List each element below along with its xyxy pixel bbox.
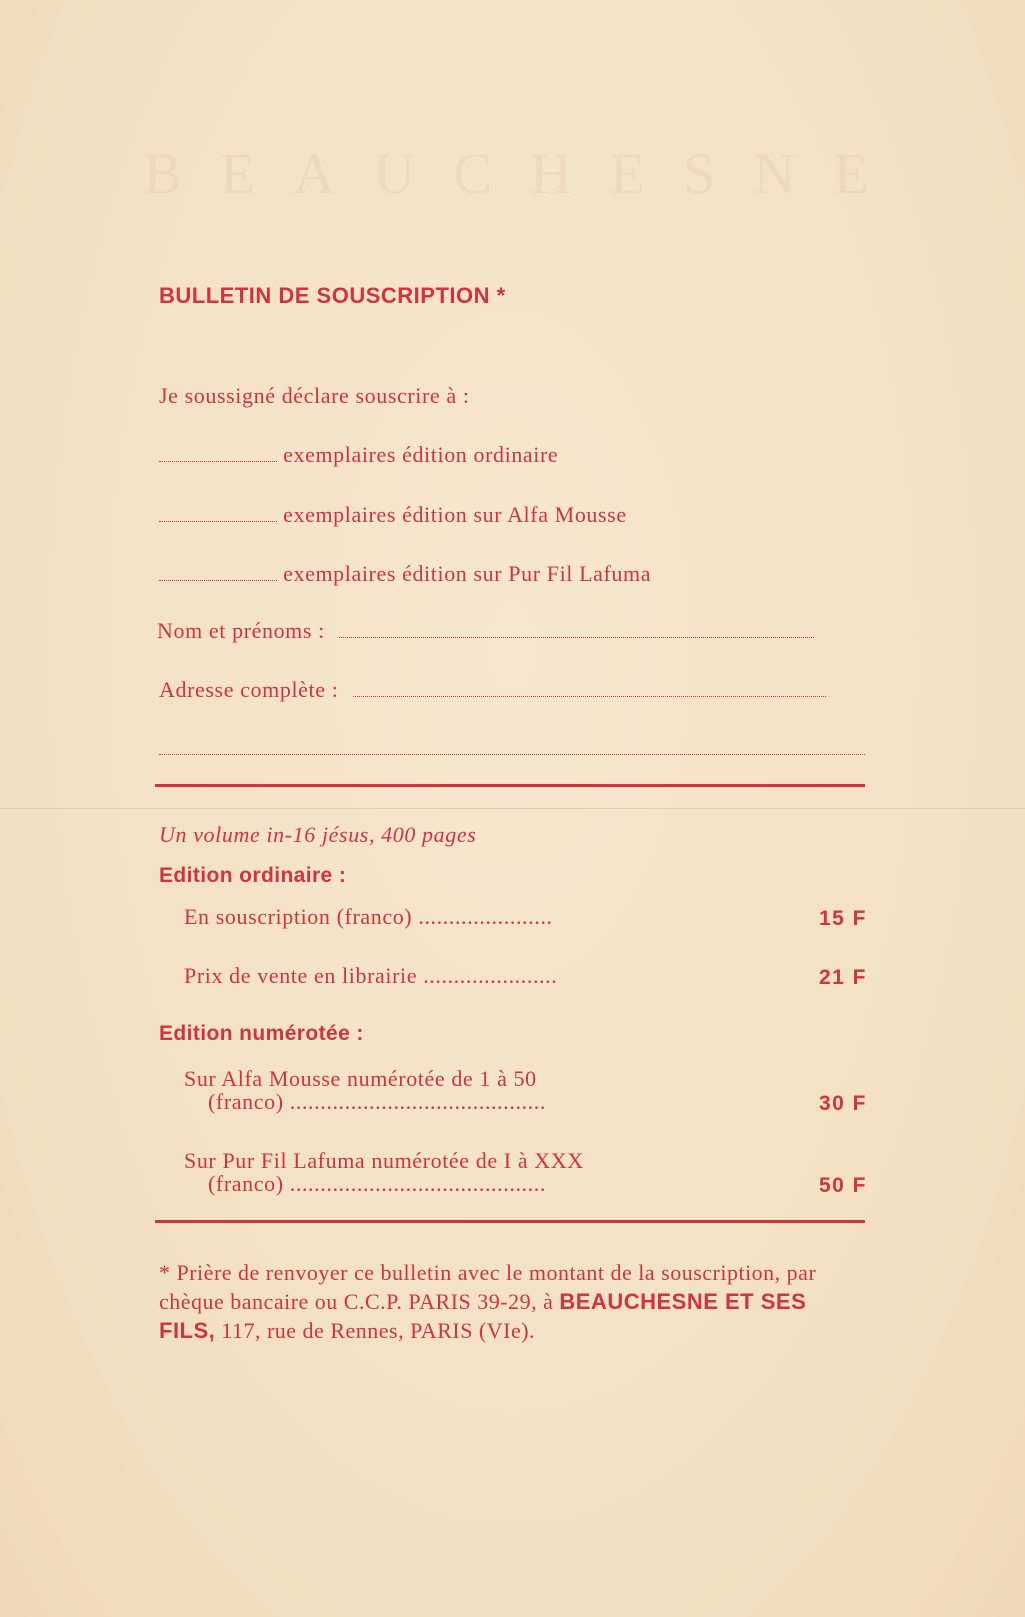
order-line-label: exemplaires édition sur Alfa Mousse — [283, 502, 627, 527]
order-blank[interactable] — [159, 443, 277, 462]
declaration-text: Je soussigné déclare souscrire à : — [159, 383, 470, 408]
price-row-alfa-line1: Sur Alfa Mousse numérotée de 1 à 50 — [184, 1066, 537, 1091]
dot-leader: .......................................... — [289, 1171, 546, 1196]
address-field — [159, 677, 826, 703]
numbered-edition-heading: Edition numérotée : — [159, 1022, 364, 1045]
price-row-subscription — [184, 904, 553, 930]
price-value: 21 F — [818, 966, 867, 989]
name-field-label: Nom et prénoms : — [157, 618, 325, 643]
price-row-alfa-line2 — [208, 1089, 546, 1115]
dot-leader: ...................... — [418, 904, 553, 929]
order-line-label: exemplaires édition ordinaire — [283, 442, 559, 467]
dot-leader: .......................................... — [289, 1089, 546, 1114]
address-input-line[interactable] — [353, 678, 826, 697]
publisher-name: BEAUCHESNE ET SES FILS, — [159, 1289, 807, 1343]
name-input-line[interactable] — [339, 619, 814, 638]
price-row-label: En souscription (franco) — [184, 904, 413, 929]
order-blank[interactable] — [159, 503, 277, 522]
price-row-label: (franco) — [208, 1089, 284, 1114]
address-input-line-2[interactable] — [159, 736, 865, 755]
footnote-address: 117, rue de Rennes, PARIS (VIe). — [215, 1318, 536, 1343]
footnote-text: * Prière de renvoyer ce bulletin avec le montant de la souscription, par chèque bancaire ou C.C.P. PARIS 39-29, à — [159, 1260, 817, 1314]
section-divider-bottom — [155, 1220, 865, 1223]
price-row-lafuma-line2 — [208, 1171, 546, 1197]
ordinary-edition-heading: Edition ordinaire : — [159, 864, 347, 887]
price-row-label: Prix de vente en librairie — [184, 963, 418, 988]
price-row-bookshop — [184, 963, 557, 989]
show-through-text: BEAUCHESNE — [143, 141, 907, 206]
address-field-label: Adresse complète : — [159, 677, 339, 702]
price-value: 30 F — [818, 1092, 867, 1115]
volume-description: Un volume in-16 jésus, 400 pages — [159, 822, 477, 847]
order-line-lafuma — [159, 561, 651, 587]
footnote — [159, 1258, 869, 1345]
price-value: 15 F — [818, 907, 867, 930]
order-line-label: exemplaires édition sur Pur Fil Lafuma — [283, 561, 652, 586]
paper-fold — [0, 808, 1025, 809]
order-line-alfa — [159, 502, 627, 528]
order-line-ordinary — [159, 442, 558, 468]
address-field-continued — [159, 735, 865, 761]
price-value: 50 F — [818, 1174, 867, 1197]
bulletin-title: BULLETIN DE SOUSCRIPTION * — [159, 283, 506, 308]
price-row-lafuma-line1: Sur Pur Fil Lafuma numérotée de I à XXX — [184, 1148, 584, 1173]
dot-leader: ...................... — [423, 963, 558, 988]
price-row-label: (franco) — [208, 1171, 284, 1196]
section-divider-top — [155, 784, 865, 787]
order-blank[interactable] — [159, 562, 277, 581]
name-field — [157, 618, 814, 644]
